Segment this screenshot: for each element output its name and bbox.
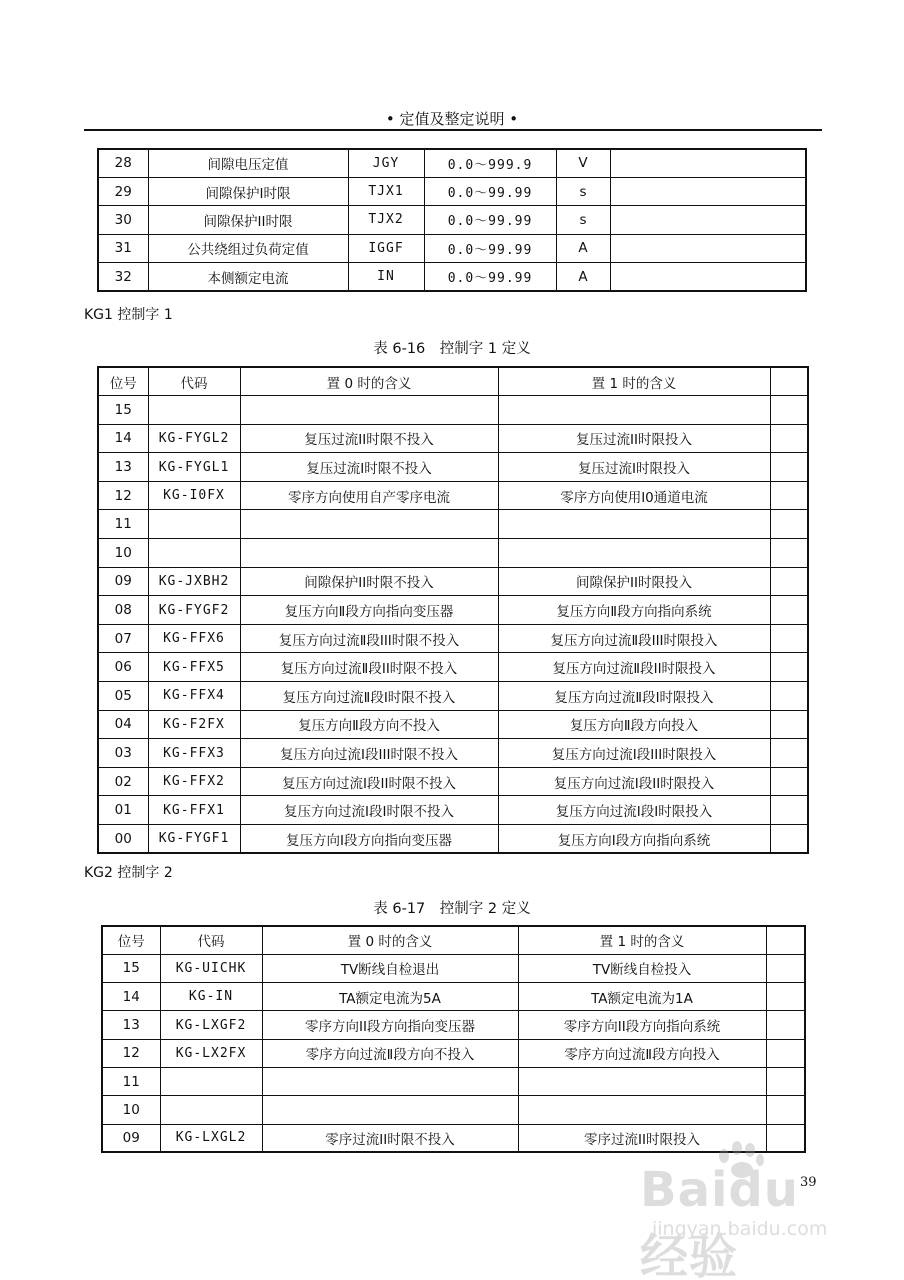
table-row	[98, 396, 808, 425]
meaning-when-1	[498, 396, 770, 425]
bit-code: KG-UICHK	[160, 954, 262, 982]
meaning-when-0	[262, 1096, 518, 1124]
bit-number: 08	[98, 596, 148, 625]
meaning-when-1: 复压方向过流Ⅱ段I时限投入	[498, 682, 770, 711]
bit-number: 09	[102, 1124, 160, 1152]
meaning-when-1: 复压方向Ⅱ段方向指向系统	[498, 596, 770, 625]
baidu-jingyan-watermark	[640, 1140, 850, 1280]
extra-column	[770, 653, 808, 682]
setting-number: 32	[98, 263, 148, 291]
meaning-when-0: 零序方向II段方向指向变压器	[262, 1011, 518, 1039]
table-row	[102, 983, 805, 1011]
extra-column	[770, 567, 808, 596]
bit-number: 15	[102, 954, 160, 982]
meaning-when-0: TV断线自检退出	[262, 954, 518, 982]
meaning-when-1: 复压过流II时限投入	[498, 424, 770, 453]
setting-name: 本侧额定电流	[148, 263, 348, 291]
setting-unit: A	[556, 263, 610, 291]
meaning-when-0: 复压方向Ⅱ段方向不投入	[240, 710, 498, 739]
bit-number: 06	[98, 653, 148, 682]
table-row	[98, 539, 808, 568]
meaning-when-0: 复压方向过流Ⅱ段I时限不投入	[240, 682, 498, 711]
kg2-section-label: KG2 控制字 2	[84, 865, 173, 881]
column-header: 置 1 时的含义	[518, 926, 766, 954]
bit-number: 13	[102, 1011, 160, 1039]
column-header: 置 1 时的含义	[498, 367, 770, 396]
setting-remark	[610, 206, 806, 234]
meaning-when-1: 复压方向过流I段II时限投入	[498, 767, 770, 796]
extra-column	[770, 424, 808, 453]
setting-remark	[610, 149, 806, 177]
meaning-when-1: 复压方向过流I段I时限投入	[498, 796, 770, 825]
table-row	[98, 481, 808, 510]
bit-number: 00	[98, 825, 148, 854]
extra-column	[766, 1011, 805, 1039]
meaning-when-1	[498, 510, 770, 539]
bit-number: 11	[98, 510, 148, 539]
table-row	[98, 682, 808, 711]
meaning-when-1: TA额定电流为1A	[518, 983, 766, 1011]
setting-unit: A	[556, 234, 610, 262]
header-rule	[84, 129, 822, 131]
bit-code: KG-FFX6	[148, 624, 240, 653]
meaning-when-1: 零序过流II时限投入	[518, 1124, 766, 1152]
bit-code: KG-IN	[160, 983, 262, 1011]
table-row	[98, 624, 808, 653]
setting-unit: s	[556, 206, 610, 234]
table-row	[102, 1096, 805, 1124]
setting-name: 公共绕组过负荷定值	[148, 234, 348, 262]
bit-code	[148, 396, 240, 425]
settings-table	[97, 148, 807, 292]
meaning-when-0: 复压过流I时限不投入	[240, 453, 498, 482]
setting-remark	[610, 234, 806, 262]
table-row	[98, 177, 806, 205]
bit-number: 14	[102, 983, 160, 1011]
setting-range: 0.0～99.99	[424, 234, 556, 262]
column-header: 置 0 时的含义	[240, 367, 498, 396]
setting-range: 0.0～99.99	[424, 206, 556, 234]
table-row	[98, 263, 806, 291]
column-header: 置 0 时的含义	[262, 926, 518, 954]
meaning-when-0: TA额定电流为5A	[262, 983, 518, 1011]
extra-column	[770, 767, 808, 796]
table-row	[98, 710, 808, 739]
setting-code: IN	[348, 263, 424, 291]
bit-code: KG-FYGL1	[148, 453, 240, 482]
kg1-table	[97, 366, 809, 854]
extra-column	[770, 682, 808, 711]
meaning-when-0: 复压过流II时限不投入	[240, 424, 498, 453]
table-row	[98, 825, 808, 854]
extra-column	[770, 510, 808, 539]
table-row	[98, 510, 808, 539]
meaning-when-0: 复压方向Ⅱ段方向指向变压器	[240, 596, 498, 625]
meaning-when-1: 零序方向使用I0通道电流	[498, 481, 770, 510]
extra-column	[770, 453, 808, 482]
bit-code: KG-FYGF1	[148, 825, 240, 854]
column-header	[770, 367, 808, 396]
bit-code	[148, 510, 240, 539]
table-row	[98, 234, 806, 262]
meaning-when-0: 复压方向过流Ⅱ段II时限不投入	[240, 653, 498, 682]
bit-code: KG-FFX4	[148, 682, 240, 711]
extra-column	[770, 739, 808, 768]
table-row	[98, 596, 808, 625]
meaning-when-1: 复压方向过流Ⅱ段II时限投入	[498, 653, 770, 682]
bit-number: 11	[102, 1067, 160, 1095]
extra-column	[770, 624, 808, 653]
bit-code: KG-F2FX	[148, 710, 240, 739]
setting-range: 0.0～99.99	[424, 177, 556, 205]
column-header: 代码	[148, 367, 240, 396]
extra-column	[770, 481, 808, 510]
setting-number: 31	[98, 234, 148, 262]
meaning-when-1: 零序方向II段方向指向系统	[518, 1011, 766, 1039]
bit-number: 15	[98, 396, 148, 425]
meaning-when-0: 零序过流II时限不投入	[262, 1124, 518, 1152]
bit-number: 02	[98, 767, 148, 796]
setting-name: 间隙电压定值	[148, 149, 348, 177]
extra-column	[766, 1096, 805, 1124]
bit-number: 04	[98, 710, 148, 739]
bit-code: KG-FYGL2	[148, 424, 240, 453]
column-header: 代码	[160, 926, 262, 954]
setting-code: IGGF	[348, 234, 424, 262]
page-number: 39	[800, 1175, 817, 1190]
meaning-when-1: 复压方向过流I段III时限投入	[498, 739, 770, 768]
bit-code: KG-FFX2	[148, 767, 240, 796]
meaning-when-0	[240, 539, 498, 568]
meaning-when-1	[518, 1067, 766, 1095]
bit-code	[160, 1096, 262, 1124]
meaning-when-1: 复压过流I时限投入	[498, 453, 770, 482]
table-row	[102, 1067, 805, 1095]
table-row	[102, 1039, 805, 1067]
kg2-table-caption: 表 6-17 控制字 2 定义	[373, 901, 531, 917]
meaning-when-0: 零序方向使用自产零序电流	[240, 481, 498, 510]
setting-code: TJX1	[348, 177, 424, 205]
bit-number: 07	[98, 624, 148, 653]
setting-name: 间隙保护I时限	[148, 177, 348, 205]
meaning-when-0	[240, 510, 498, 539]
setting-remark	[610, 263, 806, 291]
meaning-when-0: 间隙保护II时限不投入	[240, 567, 498, 596]
extra-column	[770, 596, 808, 625]
bit-code: KG-FYGF2	[148, 596, 240, 625]
bit-code: KG-LXGF2	[160, 1011, 262, 1039]
meaning-when-1: 间隙保护II时限投入	[498, 567, 770, 596]
meaning-when-1: TV断线自检投入	[518, 954, 766, 982]
column-header	[766, 926, 805, 954]
watermark-url: jingyan.baidu.com	[652, 1218, 828, 1240]
bit-number: 09	[98, 567, 148, 596]
setting-number: 29	[98, 177, 148, 205]
meaning-when-0: 复压方向过流I段II时限不投入	[240, 767, 498, 796]
extra-column	[766, 1039, 805, 1067]
meaning-when-0	[262, 1067, 518, 1095]
extra-column	[770, 539, 808, 568]
setting-unit: V	[556, 149, 610, 177]
bit-number: 10	[102, 1096, 160, 1124]
bit-number: 05	[98, 682, 148, 711]
setting-number: 28	[98, 149, 148, 177]
meaning-when-1: 复压方向Ⅱ段方向投入	[498, 710, 770, 739]
meaning-when-1	[518, 1096, 766, 1124]
setting-code: TJX2	[348, 206, 424, 234]
meaning-when-0: 复压方向过流I段I时限不投入	[240, 796, 498, 825]
kg2-table	[101, 925, 806, 1153]
table-row	[98, 767, 808, 796]
extra-column	[770, 825, 808, 854]
table-row	[98, 653, 808, 682]
setting-range: 0.0～999.9	[424, 149, 556, 177]
meaning-when-0: 复压方向I段方向指向变压器	[240, 825, 498, 854]
meaning-when-0: 复压方向过流I段III时限不投入	[240, 739, 498, 768]
bit-number: 14	[98, 424, 148, 453]
setting-remark	[610, 177, 806, 205]
kg1-table-caption: 表 6-16 控制字 1 定义	[373, 341, 531, 357]
bit-code: KG-FFX3	[148, 739, 240, 768]
meaning-when-1: 复压方向过流Ⅱ段III时限投入	[498, 624, 770, 653]
table-row	[98, 796, 808, 825]
bit-number: 10	[98, 539, 148, 568]
table-row	[102, 1011, 805, 1039]
meaning-when-0	[240, 396, 498, 425]
extra-column	[766, 1067, 805, 1095]
extra-column	[770, 710, 808, 739]
bit-number: 13	[98, 453, 148, 482]
table-row	[98, 206, 806, 234]
table-row	[98, 424, 808, 453]
meaning-when-0: 零序方向过流Ⅱ段方向不投入	[262, 1039, 518, 1067]
page-header-title: • 定值及整定说明 •	[385, 110, 519, 128]
bit-code: KG-FFX1	[148, 796, 240, 825]
table-row	[102, 954, 805, 982]
bit-number: 03	[98, 739, 148, 768]
meaning-when-1: 复压方向I段方向指向系统	[498, 825, 770, 854]
watermark-brand: Baidu 经验	[640, 1162, 799, 1280]
table-row	[98, 149, 806, 177]
column-header: 位号	[102, 926, 160, 954]
extra-column	[766, 983, 805, 1011]
bit-code: KG-JXBH2	[148, 567, 240, 596]
table-row	[98, 567, 808, 596]
setting-name: 间隙保护II时限	[148, 206, 348, 234]
bit-code: KG-LXGL2	[160, 1124, 262, 1152]
meaning-when-1: 零序方向过流Ⅱ段方向投入	[518, 1039, 766, 1067]
table-row	[98, 739, 808, 768]
meaning-when-0: 复压方向过流Ⅱ段III时限不投入	[240, 624, 498, 653]
bit-code: KG-LX2FX	[160, 1039, 262, 1067]
bit-code	[160, 1067, 262, 1095]
bit-code: KG-FFX5	[148, 653, 240, 682]
extra-column	[770, 796, 808, 825]
setting-code: JGY	[348, 149, 424, 177]
setting-number: 30	[98, 206, 148, 234]
meaning-when-1	[498, 539, 770, 568]
kg1-section-label: KG1 控制字 1	[84, 307, 173, 323]
extra-column	[770, 396, 808, 425]
bit-number: 12	[102, 1039, 160, 1067]
bit-code: KG-I0FX	[148, 481, 240, 510]
setting-range: 0.0～99.99	[424, 263, 556, 291]
table-row	[98, 453, 808, 482]
setting-unit: s	[556, 177, 610, 205]
bit-code	[148, 539, 240, 568]
bit-number: 01	[98, 796, 148, 825]
extra-column	[766, 954, 805, 982]
column-header: 位号	[98, 367, 148, 396]
bit-number: 12	[98, 481, 148, 510]
